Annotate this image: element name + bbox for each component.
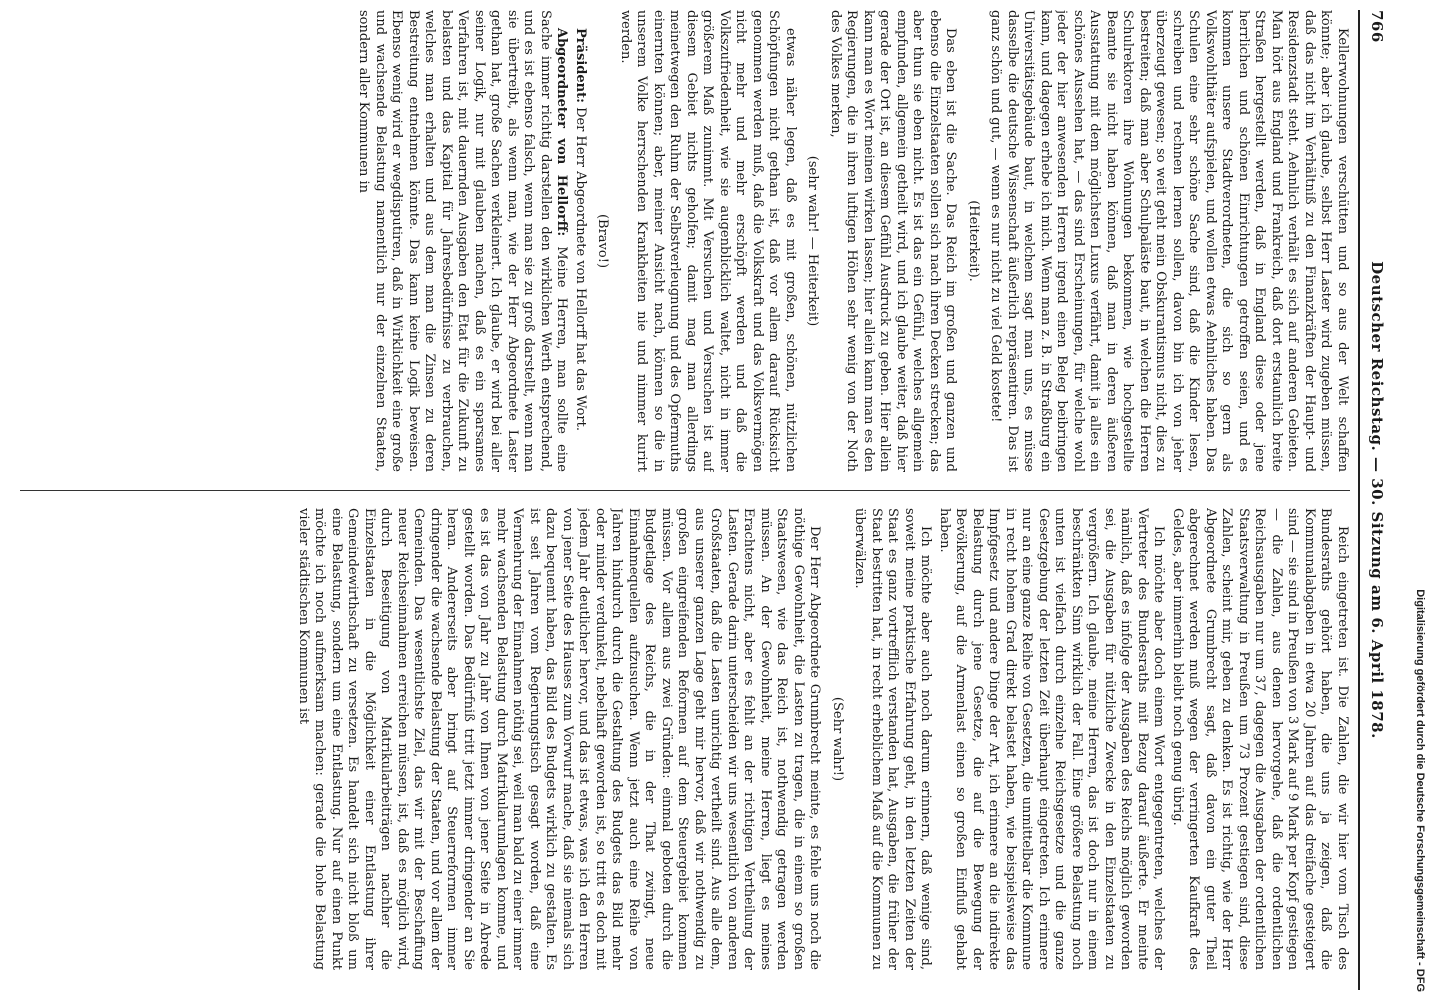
interjection: (Sehr wahr!) <box>830 696 845 782</box>
header-rule <box>1358 10 1360 990</box>
running-title: Deutscher Reichstag. — 30. Sitzung am 6. April 1878. <box>1368 261 1386 739</box>
speaker-name: Abgeordneter von Hellorff: <box>554 28 570 237</box>
column-divider <box>20 490 1350 491</box>
interjection: (Bravo!) <box>595 213 611 269</box>
paragraph: Kellerwohnungen verschütten und so aus der Welt schaffen könnte; aber ich glaube, selbst Herr Laster wird zugeben müssen, daß das nicht im Verhältniß zu den Finanzkräften der Haupt- und Residenzstadt steht. Aehnlich verhält es sich auf anderen Gebieten. Man hört aus England und Frankreich, daß dort erstaunlich breite Straßen hergestellt werden, daß in England diese oder jene herrlichen und schönen Einrichtungen getroffen seien, und es kommen unsere Stadtverordneten, die sich so gern als Volkswohlthäter aufspielen, und wollen etwas Aehnliches haben. Das Schulen eine sehr schöne Sache sind, daß die Kinder lesen, schreiben und rechnen lernen sollen, davon bin ich von jeher überzeugt gewesen; so weit geht mein Obskurantismus nicht, dies zu bestreiten; daß man aber Schulpaläste baut, in welchen die Herren Schulrektoren ihre Wohnungen bekommen, wie hochgestellte Beamte sie nicht haben können, daß man in deren äußeren Ausstattung mit dem möglichsten Luxus verfährt, damit ja alles ein schönes Aussehen hat, — das sind Erscheinungen, für welche wohl jeder der hier anwesenden Herren irgend einen Beleg beibringen kann, und dagegen erhebe ich mich. Wenn man z. B. in Straßburg ein Universitätsgebäude baut, in welchem sagt man uns, es müsse dasselbe die deutsche Wissenschaft äußerlich repräsentiren. Das ist ganz schön und gut, — wenn es nur nicht zu viel Geld kostete! <box>988 10 1350 472</box>
paragraph: Ich möchte aber auch noch darum erinnern, daß wenige sind, soweit meine praktische Erfahrung geht, in den letzten Zeiten der Staat es ganz vortrefflich verstanden hat, Ausgaben, die früher der Staat bestritten hat, in recht erheblichem Maß auf die Kommunen zu überwälzen. <box>852 508 934 970</box>
rotated-page-content <box>10 10 1400 990</box>
interjection: (sehr wahr! — Heiterkeit) <box>805 155 821 327</box>
left-column <box>20 10 1350 472</box>
interjection: (Heiterkeit). <box>966 200 981 282</box>
speaker-name: Präsident: <box>573 28 588 103</box>
paragraph: Ich möchte aber doch einem Wort entgegentreten, welches der Vertreter des Bundesraths mit Bezug darauf äußerte. Er meinte nämlich, daß es infolge der Ausgaben des Reichs möglich geworden sei, die Ausgaben für nützliche Zwecke in den Einzelstaaten zu vergrößern. Ich glaube, meine Herren, das ist doch nur in einem beschränkten Sinn wirklich der Fall. Eine größere Belastung noch unten ist vielfach durch einzelne Reichsgesetze und die ganze Gesetzgebung der letzten Zeit überhaupt eingetreten. Ich erinnere nur an eine ganze Reihe von Gesetzen, die unmittelbar die Kommune in recht hohem Grad direkt belastet haben, wie beispielsweise das Impfgesetz und andere Dinge der Art, ich erinnere an die indirekte Belastung durch jene Gesetze, die auf die Bewegung der Bevölkerung, auf die Armenlast einen so großen Einfluß gehabt haben. <box>937 508 1167 970</box>
paragraph: Der Herr Abgeordnete Grumbrecht meinte, es fehle uns noch die nöthige Gewohnheit, die Lasten zu tragen, die in einem so großen Staatswesen, wie das Reich ist, nothwendig getragen werden müssen. An der Gewohnheit, meine Herren, liegt es meines Erachtens nicht, aber es fehlt an der richtigen Vertheilung der Lasten. Gerade darin unterscheiden wir uns wesentlich von anderen Großstaaten, daß die Lasten unrichtig vertheilt sind. Aus alle dem, aus unserer ganzen Lage geht mir hervor, daß wir nothwendig zu großen eingreifenden Reformen auf dem Steuergebiet kommen müssen. Vor allem aus zwei Gründen: einmal geboten durch die Budgetlage des Reichs, die in der That zwingt, neue Einnahmequellen aufzusuchen. Wenn jetzt auch eine Reihe von Jahren hindurch durch die Gestaltung des Budgets das Bild mehr oder minder verdunkelt, nebelhaft geworden ist, so tritt es doch mit jedem Jahr deutlicher hervor, und das ist etwas, was ich den Herren von jener Seite des Hauses zum Vorwurf mache, daß sie niemals sich dazu bequemt haben, das Bild des Budgets wirklich zu gestalten. Es ist seit Jahren vom Regierungstisch gesagt worden, daß eine Vermehrung der Einnahmen nöthig sei, weil man bald zu einer immer mehr wachsenden Belastung durch Matrikularumlagen komme, und es ist das von Jahr zu Jahr von Ihnen von jener Seite in Abrede gestellt worden. Das Bedürfniß tritt jetzt immer dringender an Sie heran. Andererseits aber bringt auf Steuerreformen immer dringender die wachsende Belastung der Staaten, und vor allem der Gemeinden. Das wesentlichste Ziel, das wir mit der Beschaffung neuer Reichseinnahmen erreichen müssen, ist, daß es möglich wird, durch Beseitigung von Matrikularbeiträgen nachher die Einzelstaaten in die Möglichkeit einer Entlastung ihrer Gemeindewirthschaft zu versetzen. Es handelt sich nicht bloß um eine Belastung, sondern um eine Entlastung. Nur auf einen Punkt möchte ich noch aufmerksam machen: gerade die hohe Belastung vieler städtischen Kommunen ist <box>296 508 823 970</box>
speaker-paragraph <box>572 10 589 472</box>
paragraph: etwas näher legen, daß es mit großen, schönen, nützlichen Schöpfungen nicht gethan ist, daß vor allem darauf Rücksicht genommen werden muß, daß die Volkskraft und das Volksvermögen nicht mehr und mehr erschöpft werden und daß die Volkszufriedenheit, wie sie augenblicklich waltet, nicht in immer größerem Maß zunimmt. Mit Versuchen und Versuchen ist auf diesem Gebiet nichts geholfen; damit mag man allerdings meinetwegen den Ruhm der Selbstverleugnung und des Opfermuths einernten können; aber, meiner Ansicht nach, können so die in unserem Volke herrschenden Krankheiten nie und nimmer kurirt werden. <box>618 10 798 472</box>
speaker-paragraph <box>355 10 570 472</box>
page-header <box>1360 10 1400 990</box>
page-number: 766 <box>1368 10 1386 43</box>
right-column <box>20 508 1350 970</box>
dfg-watermark <box>1396 8 1426 992</box>
watermark-text: Digitalisierung gefördert durch die Deutsche Forschungsgemeinschaft - DFG <box>1414 589 1426 992</box>
paragraph: Reich eingetreten ist. Die Zahlen, die wir hier vom Tisch des Bundesraths gehört haben, die uns ja zeigen, daß die Kommunalabgaben in etwa 20 Jahren auf das dreifache gesteigert sind — sie sind in Preußen von 3 Mark auf 9 Mark per Kopf gestiegen — die Zahlen, aus denen hervorgehe, daß die ordentlichen Reichsausgaben nur um 37, dagegen die Ausgaben der ordentlichen Staatsverwaltung in Preußen um 73 Prozent gestiegen sind, diese Zahlen, scheint mir, geben zu denken. Es ist richtig, wie der Herr Abgeordnete Grumbrecht sagt, daß davon ein guter Theil abgerechnet werden muß wegen der verringerten Kaufkraft des Geldes, aber immerhin bleibt noch genug übrig. <box>1170 508 1350 970</box>
speech-text: Der Herr Abgeordnete von Hellorff hat das Wort. <box>573 107 588 431</box>
paragraph: Das eben ist die Sache. Das Reich im großen und ganzen und ebenso die Einzelstaaten sollen sich nach ihren Decken strecken; das aber thun sie eben nicht. Es ist das ein Gefühl, welches allgemein empfunden, allgemein getheilt wird, und ich glaube weiter, daß hier gerade der Ort ist, an diesem Gefühl Ausdruck zu geben. Hier allein kann man es Wort meinen wirken lassen; hier allein kann man es den Regierungen, die in ihren luftigen Höhen sehr wenig von der Noth des Volkes merken, <box>828 10 959 472</box>
speech-text: Meine Herren, man sollte eine Sache immer richtig darstellen den wirklichen Werth entsprechend, und es ist ebenso falsch, wenn man sie zu groß darstellt, wenn man sie übertreibt, als wenn man, wie der Herr Abgeordnete Laster gethan hat, große Sachen verkleinert. Ich glaube, er wird bei aller seiner Logik, nur mit glauben machen, daß es ein sparsames Verfahren ist, mit dauernden Ausgaben den Etat für die Zukunft zu belasten und das Kapital für Jahresbedürfnisse zu verbrauchen, welches man erhalten und aus dem man die Zinsen zu deren Bestreitung entnehmen könnte. Das kann keine Logik beweisen. Ebenso wenig wird er wegdisputiren, daß in Wirklichkeit eine große und wachsende Belastung namentlich nur der einzelnen Staaten, sondern aller Kommunen in <box>356 10 570 472</box>
